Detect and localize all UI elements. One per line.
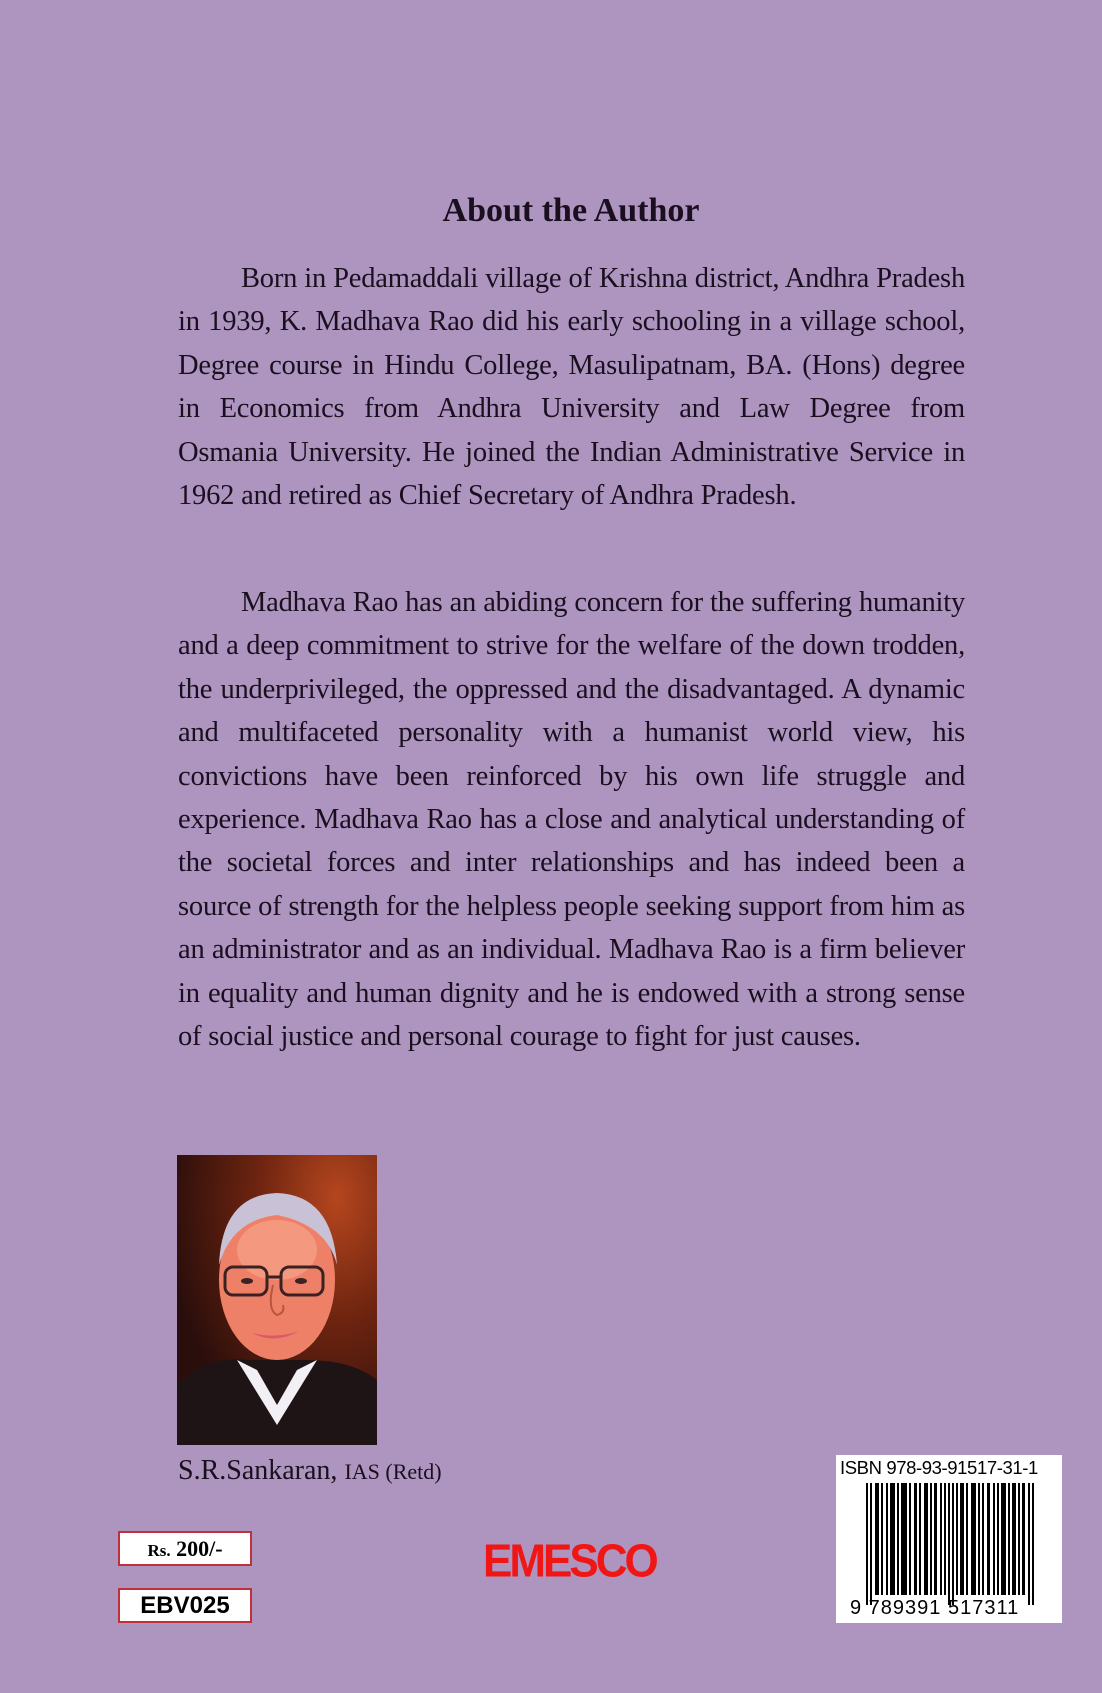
publisher-logo: EMESCO [483, 1535, 656, 1588]
portrait-illustration-icon [177, 1155, 377, 1445]
paragraph-text: Born in Pedamaddali village of Krishna district, Andhra Pradesh in 1939, K. Madhava Rao did his early schooling in a village school, Degree course in Hindu College, Masulipatnam, BA. (Hons) degree in Economics from Andhra University and Law Degree from Osmania University. He joined the Indian Administrative Service in 1962 and retired as Chief Secretary of Andhra Pradesh. [178, 263, 965, 512]
price-label [118, 1531, 252, 1566]
caption-title: IAS (Retd) [344, 1459, 442, 1484]
caption-name: S.R.Sankaran, [178, 1455, 338, 1486]
paragraph-text: Madhava Rao has an abiding concern for the suffering humanity and a deep commitment to strive for the welfare of the down trodden, the underprivileged, the oppressed and the disadvantaged. A dynamic and multifaceted personality with a humanist world view, his convictions have been reinforced by his own life struggle and experience. Madhava Rao has a close and analytical understanding of the societal forces and inter relationships and has indeed been a source of strength for the helpless people seeking support from him as an administrator and as an individual. Madhava Rao is a firm believer in equality and human dignity and he is endowed with a strong sense of social justice and personal courage to fight for just causes. [178, 587, 965, 1053]
barcode-icon [866, 1483, 1036, 1605]
portrait-caption [178, 1455, 442, 1487]
bio-paragraph-1 [178, 257, 965, 517]
author-portrait [177, 1155, 377, 1445]
price-amount: 200/- [176, 1536, 223, 1561]
page-title: About the Author [442, 192, 700, 229]
isbn-text: ISBN 978-93-91517-31-1 [840, 1457, 1038, 1478]
barcode-digits: 9 789391 517311 [850, 1597, 1020, 1619]
price-prefix: Rs. [147, 1541, 171, 1560]
book-code-label: EBV025 [118, 1588, 252, 1623]
isbn-barcode [836, 1455, 1062, 1623]
bio-paragraph-2 [178, 581, 965, 1058]
